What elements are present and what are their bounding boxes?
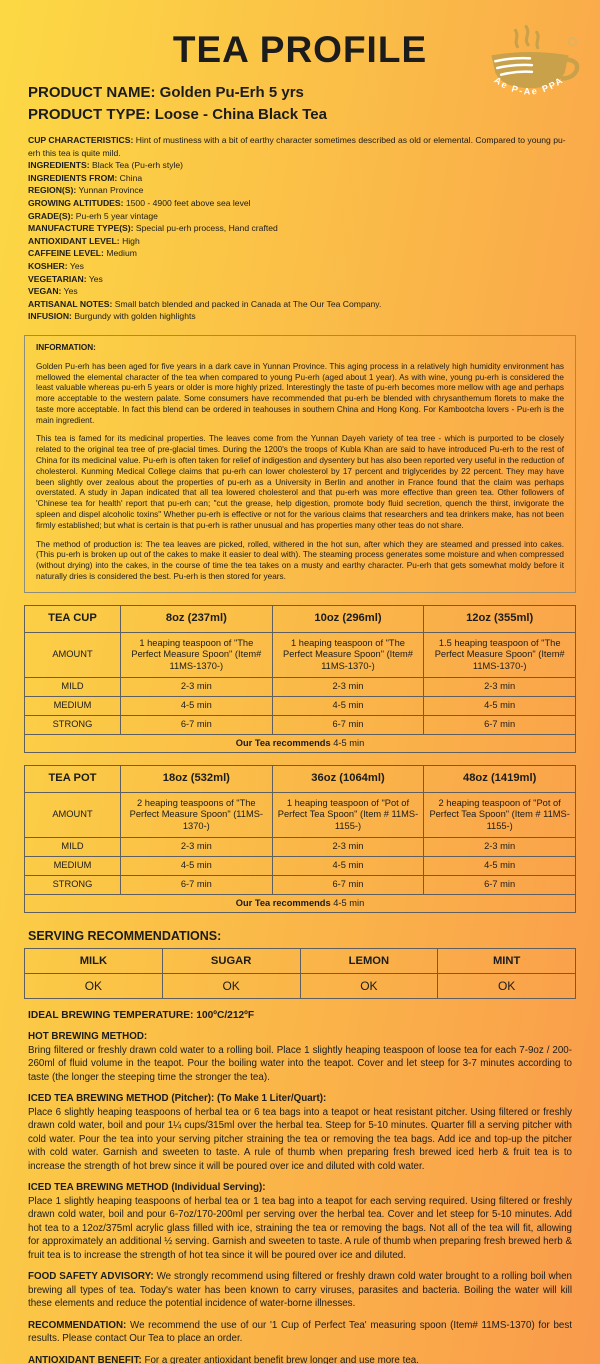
recommendation-cell: [25, 734, 576, 752]
steep-time-cell: 6-7 min: [424, 715, 576, 734]
attribute-label: REGION(S):: [28, 185, 77, 196]
attribute-row: [28, 285, 572, 298]
strength-row: [25, 677, 576, 696]
attribute-label: GRADE(S):: [28, 210, 74, 221]
section-body: Place 6 slightly heaping teaspoons of herbal tea or 6 tea bags into a teapot or heat resistant pitcher. Using filtered or freshly drawn cold water, boil and pour 1¼ cups/315ml over the herbal tea. Steep for 5-10 minutes. Quarter fill a serving pitcher with cold water. Pour the tea into your serving pitcher straining the tea or removing the tea bags. Add ice and top-up the pitcher with cold water. Garnish and sweeten to taste. A rule of thumb when preparing fresh brewed iced herb & fruit tea is to increase the strength of hot brew since it will be poured over ice and diluted with cold water.: [28, 1106, 572, 1172]
attribute-value: Burgundy with golden highlights: [74, 311, 196, 322]
strength-label-cell: MILD: [25, 837, 121, 856]
recommendation-bold: Our Tea recommends: [235, 737, 331, 748]
attribute-label: ARTISANAL NOTES:: [28, 298, 113, 309]
attribute-row: [28, 310, 572, 323]
steep-time-cell: 6-7 min: [272, 875, 424, 894]
strength-label-cell: MEDIUM: [25, 856, 121, 875]
section-body: Bring filtered or freshly drawn cold water to a rolling boil. Place 1 slightly heaping teaspoon of loose tea for each 7-9oz / 200-260ml of fluid volume in the teapot. Pour the boiling water into the teapot. Cover and let steep for 3-7 minutes according to taste (the longer the steeping time the stronger the tea).: [28, 1044, 572, 1083]
recommendation-note: [28, 1319, 572, 1346]
food-safety-advisory: [28, 1270, 572, 1311]
registered-mark-icon: [569, 38, 577, 46]
size-header-cell: 48oz (1419ml): [424, 765, 576, 792]
recommendation-bold: Our Tea recommends: [235, 897, 331, 908]
attribute-value: Yunnan Province: [78, 185, 144, 196]
attribute-row: [28, 210, 572, 223]
iced-pitcher-section: [28, 1092, 572, 1173]
strength-label-cell: STRONG: [25, 715, 121, 734]
table-footer-row: [25, 734, 576, 752]
information-paragraph: Golden Pu-erh has been aged for five years in a dark cave in Yunnan Province. This aging process in a relatively high humidity environment has mellowed the elemental character of the tea when compared to young Pu-erh (aged about 1 year). As with wine, young pu-erh is considered the least valuable whereas pu-erh 5 years or older is more highly prized. Interestingly the taste of pu-erh becomes more mellow with age and perhaps more acceptable to the western palate. Some consumers have recommended that pu-erh be blended with chrysanthemum florets to make the taste more acceptable. In fact this blend can be ordered in teahouses in southern China and Hong Kong. For Kambootcha lovers - Pu-erh is the main ingredient.: [36, 361, 564, 425]
steep-time-cell: 6-7 min: [121, 715, 273, 734]
steep-time-cell: 4-5 min: [272, 696, 424, 715]
amount-label-cell: AMOUNT: [25, 632, 121, 677]
attribute-value: Small batch blended and packed in Canada at The Our Tea Company.: [114, 298, 382, 309]
product-type-label: PRODUCT TYPE:: [28, 106, 151, 123]
attribute-label: INFUSION:: [28, 311, 72, 322]
attribute-value: Special pu-erh process, Hand crafted: [135, 223, 278, 234]
steep-time-cell: 2-3 min: [424, 677, 576, 696]
attribute-label: MANUFACTURE TYPE(S):: [28, 223, 134, 234]
attribute-value: China: [119, 172, 143, 183]
information-box: [24, 335, 576, 593]
attribute-label: ANTIOXIDANT LEVEL:: [28, 235, 120, 246]
table-footer-row: [25, 894, 576, 912]
steep-time-cell: 2-3 min: [424, 837, 576, 856]
information-title: INFORMATION:: [36, 342, 96, 352]
attribute-list: [28, 134, 572, 323]
steep-time-cell: 2-3 min: [272, 837, 424, 856]
hot-brewing-section: [28, 1030, 572, 1084]
serving-recommendations-title: SERVING RECOMMENDATIONS:: [28, 928, 222, 943]
attribute-label: INGREDIENTS:: [28, 160, 90, 171]
attribute-value: Medium: [106, 248, 137, 259]
tea-cup-table: [24, 605, 576, 753]
attribute-label: CUP CHARACTERISTICS:: [28, 135, 134, 145]
attribute-row: [28, 247, 572, 260]
steep-time-cell: 2-3 min: [121, 837, 273, 856]
section-heading: HOT BREWING METHOD:: [28, 1031, 148, 1043]
amount-cell: 1 heaping teaspoon of "Pot of Perfect Tea Spoon" (Item # 11MS-1155-): [272, 792, 424, 837]
attribute-value: Yes: [69, 260, 84, 271]
amount-row: [25, 632, 576, 677]
serving-header-cell: MINT: [438, 948, 576, 973]
amount-label-cell: AMOUNT: [25, 792, 121, 837]
steep-time-cell: 4-5 min: [272, 856, 424, 875]
attribute-value: Yes: [63, 286, 78, 297]
serving-value-cell: OK: [300, 973, 438, 998]
strength-row: [25, 715, 576, 734]
tea-pot-table: [24, 765, 576, 913]
steep-time-cell: 6-7 min: [121, 875, 273, 894]
size-header-cell: 18oz (532ml): [121, 765, 273, 792]
section-heading: ICED TEA BREWING METHOD (Pitcher): (To Make 1 Liter/Quart):: [28, 1093, 327, 1105]
serving-header-cell: MILK: [25, 948, 163, 973]
attribute-value: Pu-erh 5 year vintage: [75, 210, 158, 221]
strength-row: [25, 837, 576, 856]
note-label: ANTIOXIDANT BENEFIT:: [28, 1354, 142, 1364]
steep-time-cell: 4-5 min: [121, 696, 273, 715]
attribute-row: [28, 159, 572, 172]
serving-header-row: [25, 948, 576, 973]
amount-row: [25, 792, 576, 837]
attribute-value: Hint of mustiness with a bit of earthy character sometimes described as old or elemental. Compared to young pu-erh this tea is quite mild.: [28, 135, 566, 158]
attribute-row: [28, 184, 572, 197]
attribute-value: High: [122, 235, 140, 246]
table-header-row: [25, 765, 576, 792]
table-header-row: [25, 605, 576, 632]
steep-time-cell: 4-5 min: [424, 856, 576, 875]
logo-curved-text: Ae P-Ae PPA: [492, 74, 566, 97]
attribute-label: INGREDIENTS FROM:: [28, 172, 118, 183]
amount-cell: 1 heaping teaspoon of "The Perfect Measure Spoon" (Item# 11MS-1370-): [272, 632, 424, 677]
strength-label-cell: STRONG: [25, 875, 121, 894]
attribute-row: [28, 298, 572, 311]
product-name-value: Golden Pu-Erh 5 yrs: [159, 84, 304, 101]
amount-cell: 2 heaping teaspoon of "Pot of Perfect Tea Spoon" (Item # 11MS-1155-): [424, 792, 576, 837]
attribute-row: [28, 197, 572, 210]
serving-recommendations-table: [24, 948, 576, 999]
strength-row: [25, 856, 576, 875]
steep-time-cell: 2-3 min: [272, 677, 424, 696]
attribute-row: [28, 260, 572, 273]
recommendation-rest: 4-5 min: [330, 737, 365, 748]
attribute-row: [28, 235, 572, 248]
information-paragraph: This tea is famed for its medicinal properties. The leaves come from the Yunnan Dayeh variety of tea tree - which is purported to be closely related to the original tea tree of pre-glacial times. During the 1200's the troops of Kubla Khan are said to have introduced Pu-erh to the rest of China for its medicinal value. Pu-erh is often taken for relief of indigestion and dysentery but has also been reported very useful in the reduction of cholesterol. Kunming Medical College claims that pu-erh can lower cholesterol by 17 percent and triglycerides by 22 percent. They may have been slightly over zealous about the properties of pu-erh as a University in Berlin and another in France found that the claim was perhaps overstated. A study in Japan indicated that all tea lowered cholesterol and that pu-erh was more effective than green tea. Other followers of 'Chinese tea for health' report that pu-erh can; "cut the grease, help digestion, promote body fluid secretion, quench the thirst, invigorate the spleen and dispel alcoholic toxins" Whether pu-erh is effective or not for the various claims that researchers and tea drinkers make, has not been firmly established; but what is certain is that pu-erh is rather unusual and has properties many other teas do not share.: [36, 434, 564, 530]
strength-label-cell: MILD: [25, 677, 121, 696]
steam-icon: [516, 27, 539, 48]
section-body: Place 1 slightly heaping teaspoons of herbal tea or 1 tea bag into a teapot for each serving required. Using filtered or freshly drawn cold water, boil and pour 6-7oz/170-200ml per serving over the herbal tea. Cover and let steep for 5-10 minutes. Add hot tea to a 12oz/375ml acrylic glass filled with ice, straining the tea or removing the bags. Not all of the tea will fit, allowing for approximately an additional ½ serving. Garnish and sweeten to taste. A rule of thumb when preparing fresh brewed herb & fruit tea is to increase the strength of hot tea since it will be poured over ice and diluted.: [28, 1195, 572, 1261]
tea-company-logo: [476, 22, 584, 112]
steep-time-cell: 2-3 min: [121, 677, 273, 696]
attribute-label: CAFFEINE LEVEL:: [28, 248, 104, 259]
recommendation-cell: [25, 894, 576, 912]
page-title: TEA PROFILE: [172, 29, 428, 70]
note-text: For a greater antioxidant benefit brew longer and use more tea.: [141, 1354, 419, 1364]
section-heading: ICED TEA BREWING METHOD (Individual Serving):: [28, 1182, 266, 1194]
attribute-row: [28, 172, 572, 185]
brewing-instructions: [28, 1009, 572, 1364]
amount-cell: 2 heaping teaspoons of "The Perfect Measure Spoon" (11MS-1370-): [121, 792, 273, 837]
note-text: We recommend the use of our '1 Cup of Perfect Tea' measuring spoon (Item# 11MS-1370) for best results. Please contact Our Tea to place an order.: [28, 1319, 572, 1345]
attribute-label: KOSHER:: [28, 260, 68, 271]
size-header-cell: 10oz (296ml): [272, 605, 424, 632]
strength-row: [25, 696, 576, 715]
serving-value-cell: OK: [25, 973, 163, 998]
size-header-cell: 8oz (237ml): [121, 605, 273, 632]
attribute-value: Black Tea (Pu-erh style): [91, 160, 184, 171]
recommendation-rest: 4-5 min: [330, 897, 365, 908]
steep-time-cell: 6-7 min: [272, 715, 424, 734]
ideal-brewing-temperature: IDEAL BREWING TEMPERATURE: 100ºC/212ºF: [28, 1009, 255, 1021]
size-header-cell: 36oz (1064ml): [272, 765, 424, 792]
serving-header-cell: LEMON: [300, 948, 438, 973]
serving-value-cell: OK: [438, 973, 576, 998]
attribute-row: [28, 222, 572, 235]
antioxidant-benefit-note: [28, 1354, 572, 1364]
attribute-label: VEGAN:: [28, 286, 62, 297]
amount-cell: 1 heaping teaspoon of "The Perfect Measure Spoon" (Item# 11MS-1370-): [121, 632, 273, 677]
size-header-cell: 12oz (355ml): [424, 605, 576, 632]
tea-cup-icon: [476, 22, 584, 112]
strength-row: [25, 875, 576, 894]
strength-label-cell: MEDIUM: [25, 696, 121, 715]
note-label: FOOD SAFETY ADVISORY:: [28, 1271, 154, 1283]
note-label: RECOMMENDATION:: [28, 1319, 127, 1331]
steep-time-cell: 4-5 min: [424, 696, 576, 715]
note-text: We strongly recommend using filtered or freshly drawn cold water brought to a rolling boil when brewing all types of tea. Today's water has been known to carry viruses, parasites and bacteria. Boiling the water will kill these elements and reduce the potential incidence of water-borne illnesses.: [28, 1271, 572, 1310]
attribute-row: [28, 273, 572, 286]
serving-value-row: [25, 973, 576, 998]
product-name-label: PRODUCT NAME:: [28, 84, 156, 101]
attribute-label: VEGETARIAN:: [28, 273, 87, 284]
product-type-value: Loose - China Black Tea: [154, 106, 327, 123]
attribute-row: [28, 134, 572, 159]
attribute-value: 1500 - 4900 feet above sea level: [125, 197, 251, 208]
iced-individual-section: [28, 1181, 572, 1262]
attribute-label: GROWING ALTITUDES:: [28, 197, 124, 208]
serving-header-cell: SUGAR: [162, 948, 300, 973]
steep-time-cell: 4-5 min: [121, 856, 273, 875]
serving-value-cell: OK: [162, 973, 300, 998]
table-title-cell: TEA CUP: [25, 605, 121, 632]
attribute-value: Yes: [88, 273, 103, 284]
information-paragraph: The method of production is: The tea leaves are picked, rolled, withered in the hot sun, after which they are steamed and pressed into cakes. (This pu-erh is broken up out of the cakes to make it easier to deal with). The steaming process generates some moisture and when compressed (without drying) into the cakes, in the course of time the tea takes on a musty and earthy character. Pu-erh that gets somewhat moldy before it naturally dries is considered the best. Pu-erh is then stored for years.: [36, 539, 564, 582]
amount-cell: 1.5 heaping teaspoon of "The Perfect Measure Spoon" (Item# 11MS-1370-): [424, 632, 576, 677]
steep-time-cell: 6-7 min: [424, 875, 576, 894]
table-title-cell: TEA POT: [25, 765, 121, 792]
